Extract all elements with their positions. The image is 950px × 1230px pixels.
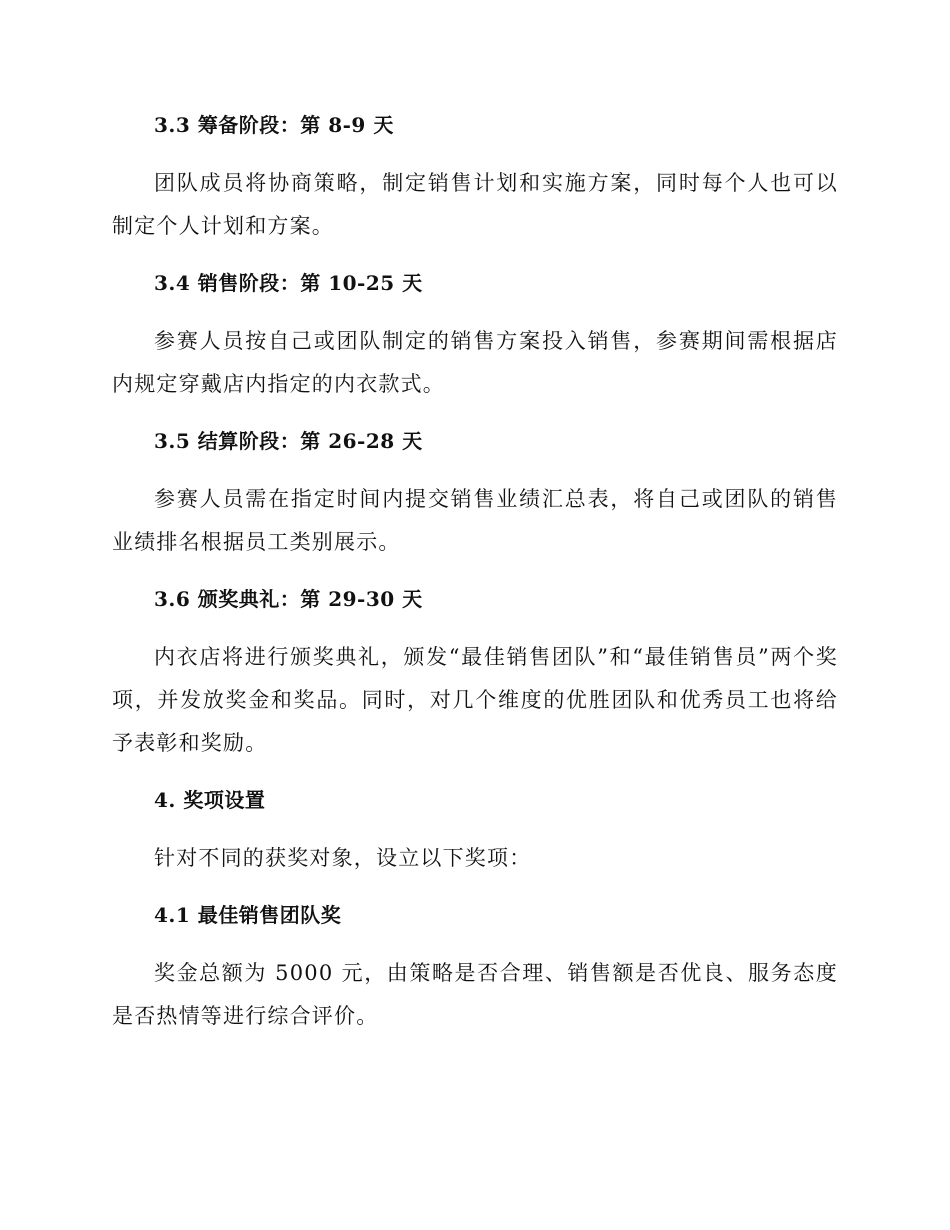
section-heading-4-1: 4.1 最佳销售团队奖 bbox=[154, 903, 342, 927]
document-body bbox=[112, 110, 838, 1058]
section-heading-4: 4. 奖项设置 bbox=[154, 788, 266, 812]
section-paragraph-3-4: 参赛人员按自己或团队制定的销售方案投入销售，参赛期间需根据店内规定穿戴店内指定的内衣款式。 bbox=[112, 329, 838, 396]
section-heading-3-6: 3.6 颁奖典礼：第 29-30 天 bbox=[154, 587, 423, 611]
section-paragraph-4-1: 奖金总额为 5000 元，由策略是否合理、销售额是否优良、服务态度是否热情等进行综合评价。 bbox=[112, 961, 838, 1028]
section-heading-3-4: 3.4 销售阶段：第 10-25 天 bbox=[154, 271, 423, 295]
section-heading-3-5: 3.5 结算阶段：第 26-28 天 bbox=[154, 429, 423, 453]
section-paragraph-3-6: 内衣店将进行颁奖典礼，颁发“最佳销售团队”和“最佳销售员”两个奖项，并发放奖金和奖品。同时，对几个维度的优胜团队和优秀员工也将给予表彰和奖励。 bbox=[112, 645, 838, 755]
section-paragraph-3-5: 参赛人员需在指定时间内提交销售业绩汇总表，将自己或团队的销售业绩排名根据员工类别展示。 bbox=[112, 487, 838, 554]
section-heading-3-3: 3.3 筹备阶段：第 8-9 天 bbox=[154, 113, 394, 137]
section-paragraph-4: 针对不同的获奖对象，设立以下奖项： bbox=[154, 846, 532, 870]
section-paragraph-3-3: 团队成员将协商策略，制定销售计划和实施方案，同时每个人也可以制定个人计划和方案。 bbox=[112, 171, 838, 238]
